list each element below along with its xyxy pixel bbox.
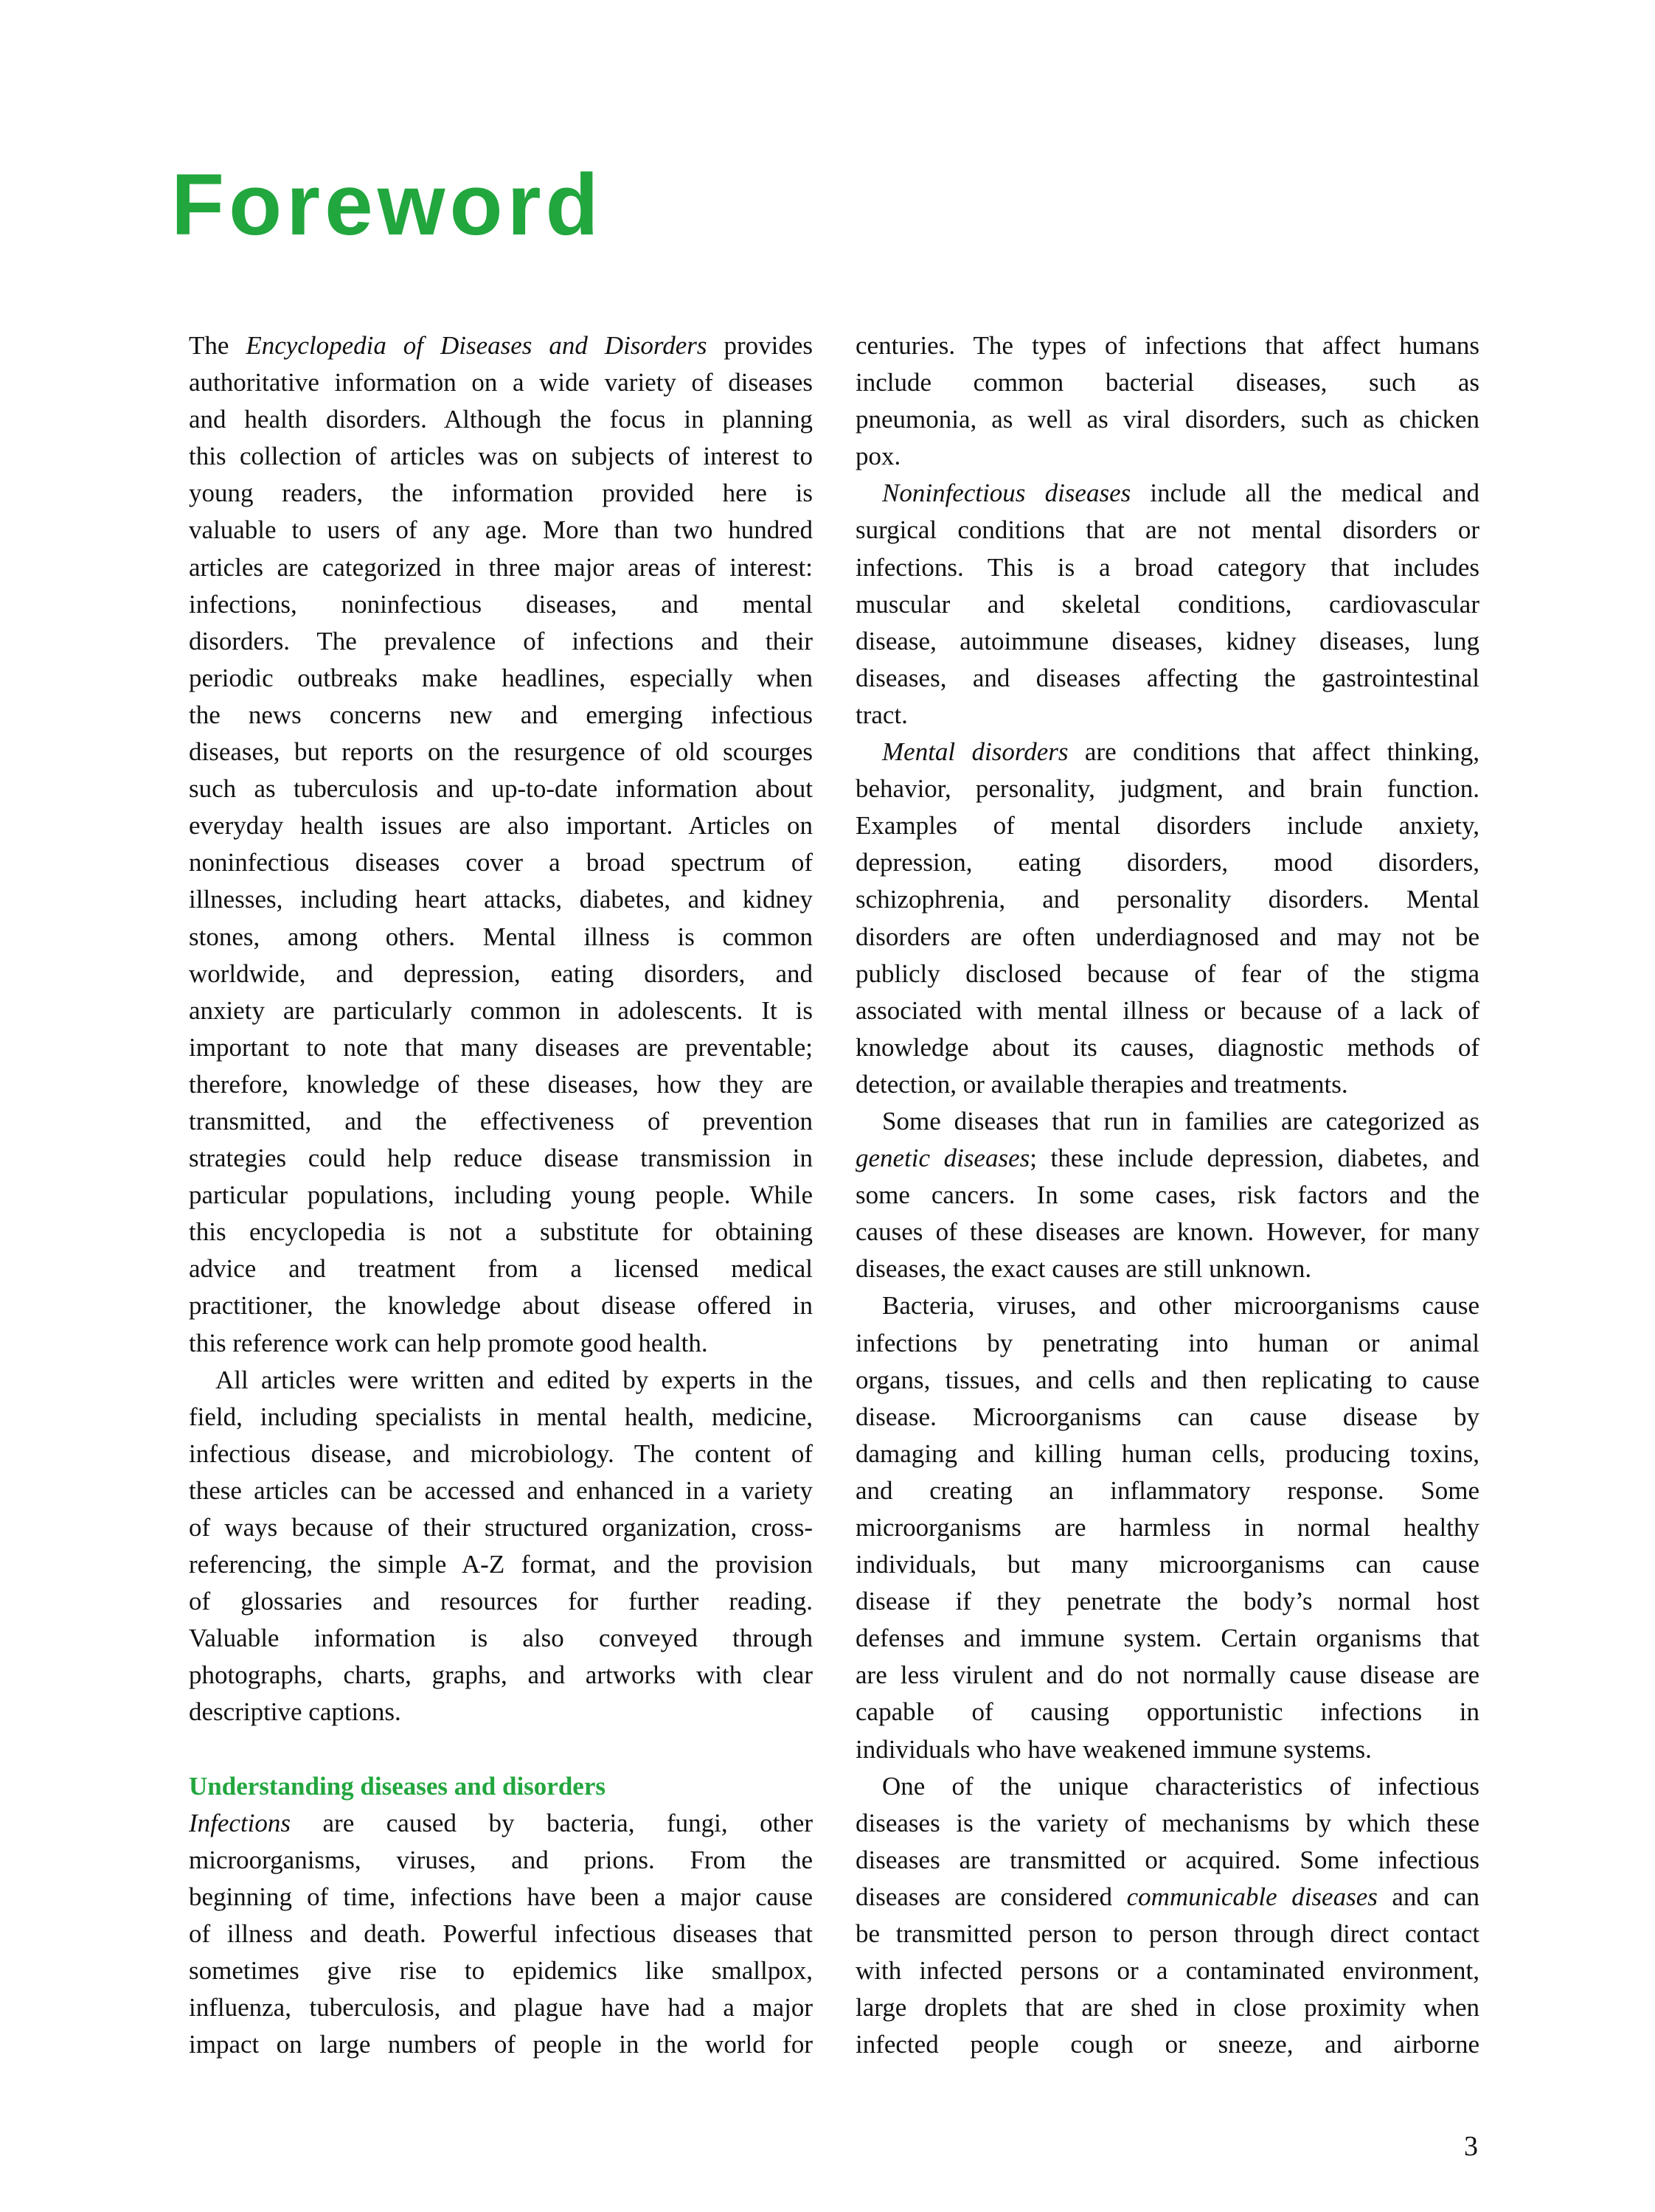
text-run: particular populations, including young people. While	[189, 1180, 813, 1210]
text-run: disease. Microorganisms can cause disease by	[856, 1402, 1479, 1431]
text-run: periodic outbreaks make headlines, especially when	[189, 663, 813, 692]
text-run: referencing, the simple A-Z format, and the provision	[189, 1550, 813, 1579]
text-run: stones, among others. Mental illness is common	[189, 922, 813, 951]
text-line	[189, 364, 813, 401]
italic-term: Infections	[189, 1808, 291, 1837]
text-run: large droplets that are shed in close proximity when	[856, 1993, 1479, 2023]
text-line	[189, 1952, 813, 1989]
text-run: depression, eating disorders, mood disorders,	[856, 848, 1479, 877]
italic-term: Encyclopedia of Diseases and Disorders	[246, 331, 707, 360]
text-line	[189, 919, 813, 956]
text-line	[189, 1916, 813, 1952]
text-run: defenses and immune system. Certain organisms that	[856, 1624, 1479, 1653]
text-run: include all the medical and	[1131, 479, 1479, 508]
text-line	[189, 1362, 813, 1399]
text-run: include common bacterial diseases, such as	[856, 368, 1479, 397]
right-column	[856, 327, 1479, 2063]
italic-term: Noninfectious diseases	[882, 479, 1131, 508]
text-line	[856, 1989, 1479, 2026]
text-line	[856, 438, 1479, 475]
text-line	[856, 1583, 1479, 1620]
text-run: are caused by bacteria, fungi, other	[291, 1808, 813, 1837]
text-line	[189, 1399, 813, 1436]
text-line	[189, 1842, 813, 1879]
text-line	[856, 1325, 1479, 1362]
text-run: anxiety are particularly common in adolescents. It is	[189, 995, 813, 1025]
text-run: pneumonia, as well as viral disorders, such as chicken	[856, 405, 1479, 434]
text-run: damaging and killing human cells, producing toxins,	[856, 1439, 1479, 1468]
text-line	[856, 1472, 1479, 1509]
text-run: sometimes give rise to epidemics like smallpox,	[189, 1956, 813, 1986]
text-line	[189, 2026, 813, 2063]
text-run: causes of these diseases are known. However, for many	[856, 1217, 1479, 1247]
text-run: schizophrenia, and personality disorders. Mental	[856, 885, 1479, 914]
text-line	[189, 512, 813, 549]
text-line	[189, 956, 813, 992]
text-line	[856, 1103, 1479, 1140]
text-line	[856, 1657, 1479, 1694]
text-line	[856, 956, 1479, 992]
text-run: noninfectious diseases cover a broad spectrum of	[189, 848, 813, 877]
text-run: practitioner, the knowledge about disease offered in	[189, 1291, 813, 1321]
text-run: publicly disclosed because of fear of the stigma	[856, 959, 1479, 988]
italic-term: Mental disorders	[882, 737, 1069, 767]
text-line	[856, 992, 1479, 1029]
text-line	[856, 1509, 1479, 1546]
text-run: infections, noninfectious diseases, and mental	[189, 589, 813, 619]
text-line	[189, 1509, 813, 1546]
text-run: these articles can be accessed and enhanced in a variety	[189, 1475, 813, 1505]
text-run: diseases are transmitted or acquired. Some infectious	[856, 1845, 1479, 1874]
text-run: organs, tissues, and cells and then replicating to cause	[856, 1365, 1479, 1394]
text-line	[856, 697, 1479, 734]
text-line	[189, 1989, 813, 2026]
text-line	[856, 1916, 1479, 1952]
text-run: capable of causing opportunistic infections in	[856, 1697, 1479, 1727]
text-line	[856, 771, 1479, 807]
text-run: therefore, knowledge of these diseases, how they are	[189, 1069, 813, 1099]
text-line	[189, 327, 813, 364]
text-line	[189, 475, 813, 512]
text-run: with infected persons or a contaminated environment,	[856, 1956, 1479, 1986]
text-run: the news concerns new and emerging infectious	[189, 700, 813, 729]
text-line	[856, 1620, 1479, 1657]
text-line	[189, 1140, 813, 1177]
text-line	[856, 734, 1479, 771]
text-line	[189, 844, 813, 881]
text-line	[856, 1694, 1479, 1731]
text-line	[856, 1214, 1479, 1251]
text-line	[856, 1842, 1479, 1879]
text-run: The	[189, 331, 246, 360]
text-line	[856, 1768, 1479, 1805]
text-run: pox.	[856, 442, 901, 471]
text-line	[856, 1362, 1479, 1399]
text-run: centuries. The types of infections that affect humans	[856, 331, 1479, 360]
text-run: everyday health issues are also important. Articles on	[189, 811, 813, 841]
text-run: infections by penetrating into human or animal	[856, 1328, 1479, 1357]
text-run: individuals, but many microorganisms can cause	[856, 1550, 1479, 1579]
text-line	[189, 1694, 813, 1731]
text-line	[189, 401, 813, 438]
page-title: Foreword	[171, 156, 603, 254]
text-line	[856, 919, 1479, 956]
text-run: individuals who have weakened immune systems.	[856, 1734, 1372, 1764]
text-run: this collection of articles was on subjects of interest to	[189, 442, 813, 471]
text-run: diseases are considered	[856, 1882, 1127, 1911]
text-run: impact on large numbers of people in the world for	[189, 2030, 813, 2059]
text-run: some cancers. In some cases, risk factors and the	[856, 1180, 1479, 1210]
text-line	[856, 327, 1479, 364]
text-line	[856, 1399, 1479, 1436]
text-run: important to note that many diseases are preventable;	[189, 1032, 813, 1062]
text-line	[856, 1546, 1479, 1583]
text-line	[189, 1583, 813, 1620]
text-run: Some diseases that run in families are categorized as	[882, 1106, 1479, 1135]
italic-term: communicable diseases	[1126, 1882, 1378, 1911]
text-line	[189, 1879, 813, 1916]
text-run: field, including specialists in mental health, medicine,	[189, 1402, 813, 1431]
text-line	[189, 807, 813, 844]
text-run: associated with mental illness or because of a lack of	[856, 995, 1479, 1025]
text-run: are less virulent and do not normally cause disease are	[856, 1660, 1479, 1690]
text-run: disease if they penetrate the body’s normal host	[856, 1587, 1479, 1616]
text-line	[189, 623, 813, 660]
section-heading	[189, 1768, 813, 1805]
text-line	[189, 1620, 813, 1657]
text-line	[189, 1657, 813, 1694]
text-line	[856, 807, 1479, 844]
text-run: infectious disease, and microbiology. The content of	[189, 1439, 813, 1468]
text-line	[189, 734, 813, 771]
text-run: young readers, the information provided here is	[189, 479, 813, 508]
text-line	[856, 475, 1479, 512]
text-run: illnesses, including heart attacks, diabetes, and kidney	[189, 885, 813, 914]
text-line	[189, 1177, 813, 1214]
text-run: of illness and death. Powerful infectious diseases that	[189, 1919, 813, 1949]
text-run: articles are categorized in three major areas of interest:	[189, 552, 813, 582]
text-line	[189, 1436, 813, 1472]
text-run: photographs, charts, graphs, and artworks with clear	[189, 1660, 813, 1690]
text-line	[856, 1251, 1479, 1287]
text-line	[856, 1952, 1479, 1989]
text-line	[189, 697, 813, 734]
text-run: Bacteria, viruses, and other microorganisms cause	[882, 1291, 1479, 1321]
text-line	[189, 660, 813, 697]
text-run: tract.	[856, 700, 908, 729]
text-run: diseases, but reports on the resurgence of old scourges	[189, 737, 813, 767]
text-run: diseases, and diseases affecting the gastrointestinal	[856, 663, 1479, 692]
text-run: detection, or available therapies and treatments.	[856, 1069, 1348, 1099]
text-line	[189, 771, 813, 807]
blank-line	[189, 1731, 813, 1768]
text-run: transmitted, and the effectiveness of prevention	[189, 1106, 813, 1135]
text-line	[189, 1214, 813, 1251]
text-run: this encyclopedia is not a substitute for obtaining	[189, 1217, 813, 1247]
text-line	[189, 1287, 813, 1324]
text-run: Valuable information is also conveyed through	[189, 1624, 813, 1653]
text-line	[856, 549, 1479, 586]
text-run: beginning of time, infections have been a major cause	[189, 1882, 813, 1911]
text-line	[856, 586, 1479, 623]
text-run: diseases is the variety of mechanisms by which these	[856, 1808, 1479, 1837]
text-line	[189, 992, 813, 1029]
text-line	[189, 1251, 813, 1287]
text-run: One of the unique characteristics of infectious	[882, 1771, 1479, 1801]
text-run: are conditions that affect thinking,	[1068, 737, 1479, 767]
text-line	[856, 512, 1479, 549]
text-run: knowledge about its causes, diagnostic methods of	[856, 1032, 1479, 1062]
text-run: descriptive captions.	[189, 1697, 401, 1727]
text-line	[189, 1472, 813, 1509]
text-line	[856, 1436, 1479, 1472]
page-number: 3	[1464, 2131, 1478, 2162]
text-line	[856, 623, 1479, 660]
text-run: authoritative information on a wide variety of diseases	[189, 368, 813, 397]
text-run: Examples of mental disorders include anxiety,	[856, 811, 1479, 841]
text-line	[856, 1066, 1479, 1103]
text-run: muscular and skeletal conditions, cardiovascular	[856, 589, 1479, 619]
text-run: and can	[1377, 1882, 1479, 1911]
text-run: infected people cough or sneeze, and airborne	[856, 2030, 1479, 2059]
text-line	[856, 1879, 1479, 1916]
text-run: disorders. The prevalence of infections and their	[189, 626, 813, 655]
text-line	[856, 2026, 1479, 2063]
text-line	[189, 881, 813, 918]
text-run: this reference work can help promote good health.	[189, 1328, 708, 1357]
text-run: influenza, tuberculosis, and plague have had a major	[189, 1993, 813, 2023]
text-line	[856, 364, 1479, 401]
text-run: worldwide, and depression, eating disorders, and	[189, 959, 813, 988]
text-run: Understanding diseases and disorders	[189, 1771, 606, 1801]
text-line	[189, 1546, 813, 1583]
text-line	[856, 401, 1479, 438]
text-run: and creating an inflammatory response. Some	[856, 1475, 1479, 1505]
text-run: valuable to users of any age. More than two hundred	[189, 515, 813, 545]
text-run: infections. This is a broad category that includes	[856, 552, 1479, 582]
text-run: strategies could help reduce disease transmission in	[189, 1144, 813, 1173]
text-run: provides	[707, 331, 813, 360]
text-run: advice and treatment from a licensed medical	[189, 1254, 813, 1284]
text-line	[856, 844, 1479, 881]
italic-term: genetic diseases	[856, 1144, 1030, 1173]
text-line	[856, 1177, 1479, 1214]
text-run: be transmitted person to person through direct contact	[856, 1919, 1479, 1949]
text-line	[189, 586, 813, 623]
text-run: diseases, the exact causes are still unknown.	[856, 1254, 1312, 1284]
text-line	[856, 1731, 1479, 1768]
text-line	[189, 438, 813, 475]
text-run: disease, autoimmune diseases, kidney diseases, lung	[856, 626, 1479, 655]
text-run: of ways because of their structured organization, cross-	[189, 1513, 813, 1542]
text-run: disorders are often underdiagnosed and may not be	[856, 922, 1479, 951]
text-run: microorganisms, viruses, and prions. From the	[189, 1845, 813, 1874]
text-line	[189, 1325, 813, 1362]
text-line	[856, 1805, 1479, 1842]
text-line	[856, 1140, 1479, 1177]
left-column	[189, 327, 813, 2063]
text-run: All articles were written and edited by experts in the	[215, 1365, 813, 1394]
text-run: ; these include depression, diabetes, and	[1030, 1144, 1479, 1173]
text-run: behavior, personality, judgment, and brain function.	[856, 774, 1479, 804]
text-line	[856, 1287, 1479, 1324]
text-run: surgical conditions that are not mental disorders or	[856, 515, 1479, 545]
text-run: microorganisms are harmless in normal healthy	[856, 1513, 1479, 1542]
text-line	[189, 1103, 813, 1140]
text-line	[856, 881, 1479, 918]
text-line	[189, 1029, 813, 1066]
text-run: and health disorders. Although the focus in planning	[189, 405, 813, 434]
text-run: of glossaries and resources for further reading.	[189, 1587, 813, 1616]
text-run: such as tuberculosis and up-to-date information about	[189, 774, 813, 804]
text-line	[856, 660, 1479, 697]
text-line	[189, 549, 813, 586]
text-line	[856, 1029, 1479, 1066]
text-line	[189, 1805, 813, 1842]
text-line	[189, 1066, 813, 1103]
